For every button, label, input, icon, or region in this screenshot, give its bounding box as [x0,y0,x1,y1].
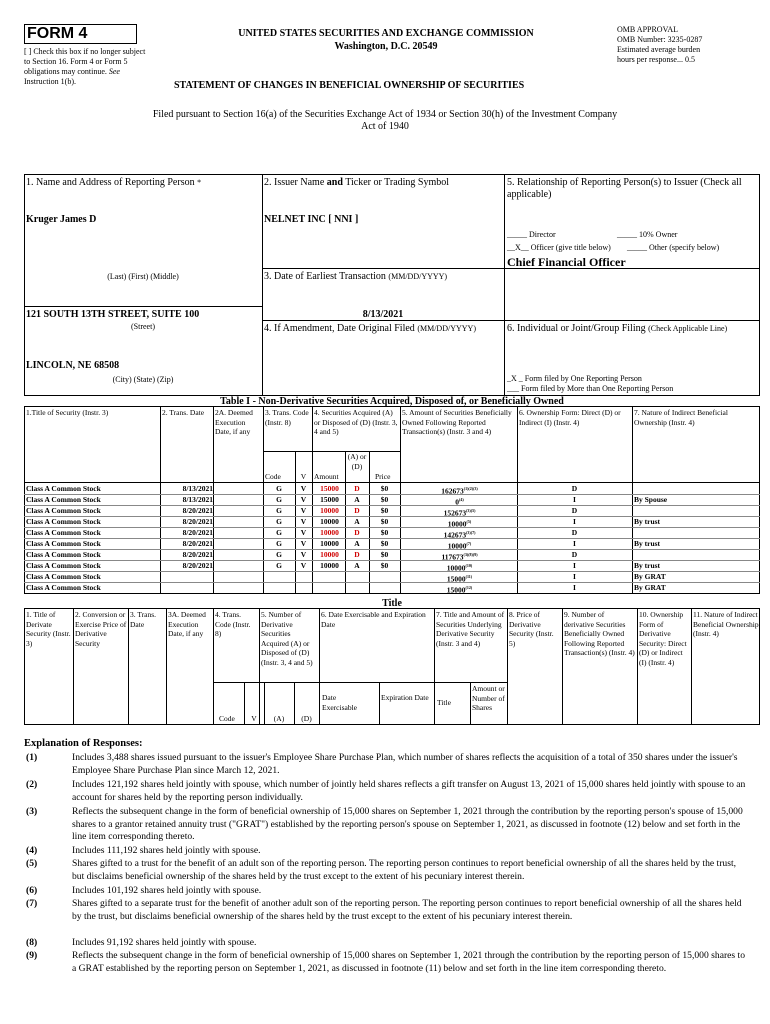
t1-cell-form: D [571,506,578,515]
footnote-number: (7) [26,898,38,909]
t2-h-title: Title [437,698,451,707]
t1-cell-ad: A [354,561,360,570]
t1-cell-amount: 15000 [320,484,339,493]
footnote [24,885,750,898]
box5-label: 5. Relationship of Reporting Person(s) to Issuer (Check all applicable) [507,177,742,200]
t1-cell-price: $0 [380,495,389,504]
officer-line: __X__ Officer (give title below) [507,243,611,252]
t1-cell-v: V [300,484,307,493]
t2-h-date-ex: Date Exercisable [322,693,357,712]
officer-title: Chief Financial Officer [507,255,626,269]
t1-cell-ad: D [354,528,360,537]
footnote-text: Reflects the subsequent change in the form of beneficial ownership of 15,000 shares on September 1, 2021 through the contribution by the reporting person's spouse of 15,000 shares to a grantor retained annuity trust ("GRAT") established by the reporting person's spouse on September 1, 2021, as discussed in footnote (12) below and set forth in the line item corresponding thereto. [72,806,743,842]
footnote [24,806,750,844]
t1-footnote-ref: (12) [465,585,473,590]
t1-cell-date: 8/20/2021 [182,517,213,526]
t1-footnote-ref: (3)(7) [466,530,476,535]
t1-cell-security: Class A Common Stock [26,484,101,493]
agency-name: UNITED STATES SECURITIES AND EXCHANGE COMMISSION [238,28,534,39]
t2-h9: 9. Number of derivative Securities Beneficially Owned Following Reported Transaction(s) (Instr. 4) [564,610,635,657]
box4-label: 4. If Amendment, Date Original Filed (MM/DD/YYYY) [264,323,476,334]
t1-cell-form: D [571,550,578,559]
t1-cell-price: $0 [380,528,389,537]
t1-cell-date: 8/13/2021 [182,495,213,504]
other-line: _____ Other (specify below) [627,243,720,252]
t1-cell-v: V [300,506,307,515]
footnote [24,950,750,975]
filing-more: ___ Form filed by More than One Reporting Person [507,384,674,393]
reporter-name: Kruger James D [26,214,97,225]
t2-h5: 5. Number of Derivative Securities Acquired (A) or Disposed of (D) (Instr. 3, 4 and 5) [261,610,313,667]
table1-row [24,571,760,582]
footnote-text: Reflects the subsequent change in the form of beneficial ownership of 15,000 shares on September 1, 2021 through the contribution by the reporting person of 15,000 shares to a GRAT established by the reporting person on September 1, 2021, as discussed in footnote (11) below and set forth in the line item corresponding thereto. [72,950,746,974]
street-hint: (Street) [131,322,155,331]
t1-h3: 3. Trans. Code (Instr. 8) [265,408,309,427]
t2-h11: 11. Nature of Indirect Beneficial Ownership (Instr. 4) [693,610,759,638]
footnote-text: Shares gifted to a trust for the benefit of an adult son of the reporting person. The reporting person continues to report beneficial ownership of all the shares held by the trust, but disclaims beneficial ownership of the shares held by the trust except to the extent of his pecuniary interest therein. [72,858,737,882]
t1-cell-security: Class A Common Stock [26,528,101,537]
t1-cell-v: V [300,528,307,537]
checkbox-notice [24,47,152,87]
footnote-number: (8) [26,937,38,948]
t1-cell-ad: D [354,484,360,493]
footnote-number: (3) [26,806,38,817]
t1-cell-amount: 10000 [320,550,339,559]
footnote [24,779,750,804]
t1-footnote-ref: (10) [465,563,473,568]
table1-row [24,494,760,505]
omb-title: OMB APPROVAL [617,25,678,34]
t1-cell-date: 8/20/2021 [182,506,213,515]
t1-cell-price: $0 [380,561,389,570]
t1-cell-nature: By GRAT [634,572,666,581]
box1-label: 1. Name and Address of Reporting Person * [26,177,202,188]
t1-cell-date: 8/13/2021 [182,484,213,493]
earliest-date: 8/13/2021 [362,309,404,320]
t2-h3: 3. Trans. Date [130,610,157,629]
t1-cell-amount: 10000 [320,506,339,515]
footnote-number: (2) [26,779,38,790]
t1-cell-owned: $162673^{(1)(2)(3)}$ [441,486,478,496]
t1-footnote-ref: (11) [465,574,473,579]
t1-cell-security: Class A Common Stock [26,561,101,570]
t2-h7: 7. Title and Amount of Securities Underlying Derivative Security (Instr. 3 and 4) [436,610,505,648]
t1-footnote-ref: (4) [459,497,464,502]
t1-footnote-ref: (7) [466,541,472,546]
footnote-number: (6) [26,885,38,896]
filing-one: _X _ Form filed by One Reporting Person [507,374,642,383]
t1-cell-price: $0 [380,517,389,526]
t1-cell-amount: 10000 [320,561,339,570]
explanation-heading: Explanation of Responses: [24,738,143,749]
omb-number: OMB Number: 3235-0287 [617,35,703,44]
t2-h-a: (A) [273,714,285,723]
t2-h-d: (D) [301,714,312,723]
t1-cell-security: Class A Common Stock [26,572,101,581]
t1-cell-owned: 10000$^{(10)}$ [446,563,473,573]
t1-cell-security: Class A Common Stock [26,495,101,504]
table1-row [24,582,760,593]
t1-cell-ad: A [354,539,360,548]
t1-cell-v: V [300,495,307,504]
t1-cell-code: G [276,517,282,526]
t1-cell-amount: 15000 [320,495,339,504]
statement-title: STATEMENT OF CHANGES IN BENEFICIAL OWNERSHIP OF SECURITIES [174,80,525,91]
footnote [24,898,750,923]
footnote-text: Includes 111,192 shares held jointly with spouse. [72,845,261,856]
table1-row [24,516,760,527]
t1-cell-owned: $142673^{(3)(7)}$ [443,530,476,540]
t2-h10: 10. Ownership Form of Derivative Security: Direct (D) or Indirect (I) (Instr. 4) [639,610,687,667]
t1-footnote-ref: (3)(5) [466,508,476,513]
t1-cell-owned: 10000$^{(7)}$ [447,541,472,551]
t1-cell-price: $0 [380,484,389,493]
table1-row [24,538,760,549]
see-text: See [108,67,120,76]
box6-label: 6. Individual or Joint/Group Filing (Check Applicable Line) [507,323,728,334]
t1-cell-form: D [571,528,578,537]
t1-h5: 5. Amount of Securities Beneficially Owned Following Reported Transaction(s) (Instr. 3 and 4) [402,408,512,436]
t1-cell-nature: By trust [634,561,661,570]
omb-burden-1: Estimated average burden [617,45,701,54]
table1-row [24,549,760,560]
omb-approval [617,25,757,65]
t2-h-amount: Amount or Number of Shares [472,684,505,712]
t1-h-v: V [300,472,307,481]
footnote [24,752,750,777]
ten-pct-line: _____ 10% Owner [617,230,678,239]
t2-h-code: Code [219,714,235,723]
t1-cell-owned: 10000$^{(5)}$ [447,519,472,529]
form-title: FORM 4 [24,24,137,44]
t1-cell-ad: D [354,550,360,559]
t2-h-exp: Expiration Date [381,693,429,702]
t1-cell-v: V [300,517,307,526]
footnote-number: (9) [26,950,38,961]
t1-cell-form: I [573,561,576,570]
t1-cell-code: G [276,495,282,504]
t1-footnote-ref: (5) [466,519,472,524]
t1-cell-owned: 0$^{(4)}$ [455,497,464,507]
name-hint: (Last) (First) (Middle) [107,272,179,281]
t1-cell-code: G [276,484,282,493]
t1-cell-date: 8/20/2021 [182,561,213,570]
t1-h-amount: Amount [314,472,339,481]
t1-cell-form: I [573,539,576,548]
t1-cell-price: $0 [380,539,389,548]
table1-title: Table I - Non-Derivative Securities Acquired, Disposed of, or Beneficially Owned [220,396,564,407]
t1-h-ad: (A) or (D) [347,452,367,471]
omb-burden-2: hours per response... 0.5 [617,55,695,64]
t2-h8: 8. Price of Derivative Security (Instr. 5) [509,610,554,648]
t1-cell-form: I [573,572,576,581]
agency-city: Washington, D.C. 20549 [334,41,438,52]
t1-cell-form: I [573,495,576,504]
t1-cell-form: I [573,517,576,526]
t1-cell-amount: 10000 [320,517,339,526]
box3-label: 3. Date of Earliest Transaction (MM/DD/YYYY) [264,271,448,282]
t1-h-price: Price [375,472,391,481]
director-line: _____ Director [507,230,556,239]
t1-footnote-ref: (1)(2)(3) [463,486,478,491]
footnote [24,937,750,950]
instruction-ref: Instruction 1(b). [24,77,76,86]
city-hint: (City) (State) (Zip) [112,375,174,384]
t1-cell-v: V [300,550,307,559]
issuer-name: NELNET INC [ NNI ] [264,214,359,225]
table1-row [24,527,760,538]
t1-cell-price: $0 [380,550,389,559]
t1-h1: 1.Title of Security (Instr. 3) [26,408,109,417]
t1-h6: 6. Ownership Form: Direct (D) or Indirect (I) (Instr. 4) [519,408,621,427]
box2-label: 2. Issuer Name and Ticker or Trading Symbol [264,177,450,188]
t1-cell-date: 8/20/2021 [182,550,213,559]
t1-cell-ad: A [354,517,360,526]
table1-row [24,505,760,516]
t1-cell-form: I [573,583,576,592]
t1-h2a: 2A. Deemed Execution Date, if any [215,408,253,436]
t1-footnote-ref: (3)(8)(9) [463,552,478,557]
t1-h-code: Code [265,472,281,481]
t1-cell-owned: $117673^{(3)(8)(9)}$ [441,552,478,562]
table2-title: Title [382,598,402,609]
t1-cell-code: G [276,561,282,570]
t1-cell-code: G [276,528,282,537]
t1-cell-nature: By trust [634,517,661,526]
t1-h4: 4. Securities Acquired (A) or Disposed of (D) (Instr. 3, 4 and 5) [314,408,398,436]
t1-cell-security: Class A Common Stock [26,550,101,559]
t2-h3a: 3A. Deemed Execution Date, if any [168,610,206,638]
t2-h1: 1. Title of Derivate Security (Instr. 3) [26,610,71,648]
footnote-text: Includes 121,192 shares held jointly with spouse, which number of jointly held shares reflects a gift transfer on August 13, 2021 of 15,000 shares held jointly with spouse to an account for shares held by the reporting person individually. [72,779,746,803]
t1-h7: 7. Nature of Indirect Beneficial Ownership (Instr. 4) [634,408,728,427]
t2-h4: 4. Trans. Code (Instr. 8) [215,610,251,638]
t1-h2: 2. Trans. Date [162,408,205,417]
t2-h-v: V [251,714,257,723]
reporter-city: LINCOLN, NE 68508 [26,360,120,371]
t1-cell-owned: 15000$^{(11)}$ [446,574,473,584]
footnote-number: (4) [26,845,38,856]
t1-cell-ad: D [354,506,360,515]
t2-h2: 2. Conversion or Exercise Price of Derivative Security [75,610,127,648]
t1-cell-nature: By trust [634,539,661,548]
t1-cell-security: Class A Common Stock [26,583,101,592]
reporting-section [24,174,760,396]
t1-cell-nature: By GRAT [634,583,666,592]
table1-row [24,560,760,571]
table1-row [24,483,760,494]
footnote-text: Includes 91,192 shares held jointly with spouse. [72,937,257,948]
reporter-street: 121 SOUTH 13TH STREET, SUITE 100 [26,309,200,320]
t1-cell-v: V [300,561,307,570]
footnote-text: Includes 101,192 shares held jointly with spouse. [72,885,262,896]
t2-h6: 6. Date Exercisable and Expiration Date [321,610,426,629]
t1-cell-amount: 10000 [320,528,339,537]
t1-cell-security: Class A Common Stock [26,517,101,526]
t1-cell-ad: A [354,495,360,504]
t1-cell-date: 8/20/2021 [182,539,213,548]
filed-pursuant: Filed pursuant to Section 16(a) of the Securities Exchange Act of 1934 or Section 30(h) of the Investment Company Act of 1940 [152,109,618,132]
footnote-text: Includes 3,488 shares issued pursuant to the issuer's Employee Share Purchase Plan, which number of shares reflects the acquisition of a total of 350 shares under the issuer's Employee Share Purchase Plan since March 12, 2021. [72,752,738,776]
t1-cell-owned: 15000$^{(12)}$ [446,585,473,595]
t1-cell-date: 8/20/2021 [182,528,213,537]
t1-cell-code: G [276,550,282,559]
t1-cell-price: $0 [380,506,389,515]
checkbox-text: [ ] Check this box if no longer subject to Section 16. Form 4 or Form 5 obligations may continue. [24,47,146,76]
t1-cell-nature: By Spouse [634,495,668,504]
t1-cell-v: V [300,539,307,548]
footnote [24,845,750,858]
t1-cell-code: G [276,506,282,515]
t1-cell-amount: 10000 [320,539,339,548]
t1-cell-code: G [276,539,282,548]
footnote-number: (5) [26,858,38,869]
t1-cell-security: Class A Common Stock [26,506,101,515]
footnote-text: Shares gifted to a separate trust for the benefit of another adult son of the reporting person. The reporting person continues to report beneficial ownership of all the shares held by the trust, but disclaims beneficial ownership of the shares held by the trust except to the extent of his pecuniary interest therein. [72,898,742,922]
footnote [24,858,750,883]
t1-cell-form: D [571,484,578,493]
footnote-number: (1) [26,752,38,763]
t1-cell-security: Class A Common Stock [26,539,101,548]
t1-cell-owned: $152673^{(3)(5)}$ [443,508,476,518]
